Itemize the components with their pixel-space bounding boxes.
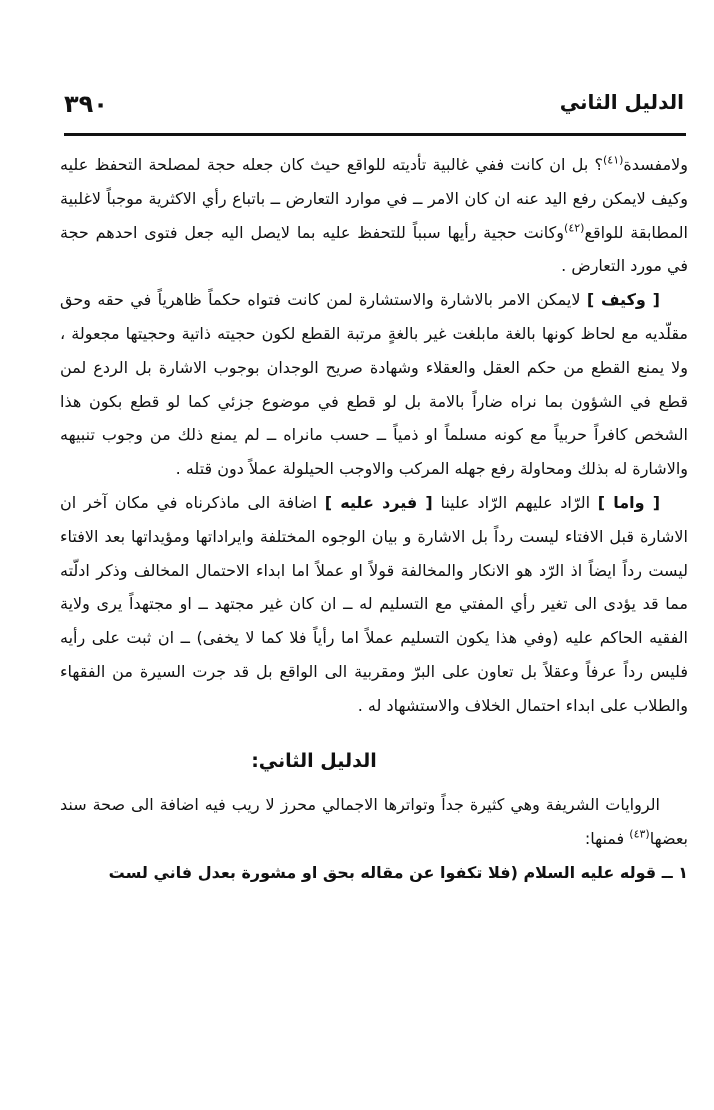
p3-lead-2: [ فيرد عليه ] — [324, 492, 433, 512]
p1-text-c: وكانت حجية رأيها سبباً للتحفظ عليه بما لايصل اليه جعل فتوى احدهم حجة في مورد التعارض . — [60, 222, 688, 276]
paragraph-2 — [60, 283, 688, 486]
paragraph-4 — [60, 788, 688, 856]
header-divider — [64, 133, 686, 136]
page-number: ٣٩٠ — [64, 90, 108, 118]
p2-lead: [ وكيف ] — [586, 290, 660, 310]
p2-text: لايمكن الامر بالاشارة والاستشارة لمن كانت فتواه حكماً ظاهرياً في حقه وحق مقلّديه مع لحاظ كونها بالغة مابلغت غير بالغةٍ مرتبة القطع لكون حجيته ذاتية وحجيتها مجعولة ، ولا يمنع القطع من حكم العقل والعقلاء وشهادة صريح الوجدان بوجوب الاشارة بل الردع لمن قطع في الشؤون بما نراه ضاراً بالامة بل لو قطع في موضوع جزئي كما لو قطع بكون هذا الشخص كافراً حربياً مع كونه مسلماً او ذمياً ــ حسب مانراه ــ لم يمنع ذلك من وجوب تنبيهه والاشارة له بذلك ومحاولة رفع جهله المركب والاوجب الحيلولة عملاً دون قتله . — [60, 290, 688, 479]
footnote-ref-43: (٤٣) — [629, 827, 650, 841]
running-title: الدليل الثاني — [559, 90, 684, 114]
body-text — [60, 148, 688, 890]
p1-text-b: ؟ بل ان كانت ففي غالبية تأديته للواقع حيث كان جعله حجة لمصلحة التحفظ عليه وكيف لايمكن رفع اليد عنه ان كان الامر ــ في موارد التعارض ــ باتباع رأي الاكثرية موجباً لاغلبية المطابقة للواقع — [60, 155, 688, 242]
page-header — [64, 88, 684, 128]
p3-text-b: اضافة الى ماذكرناه في مكان آخر ان الاشارة قبل الافتاء ليست رداً بل الاشارة و بيان الوجوه المختلفة وايراداتها ومؤيداتها بعد الافتاء ليست رداً ايضاً اذ الرّد هو الانكار والمخالفة قولاً او عملاً اما ابداء الاحتمال المخالف وذكر ادلّته مما قد يؤدى الى تغير رأي المفتي مع التسليم له ــ ان كان غير مجتهد ــ او مجتهداً يرى ولاية الفقيه الحاكم عليه (وفي هذا يكون التسليم عملاً اما رأياً فلا كما لا يخفى) ــ ان ثبت على رأيه فليس رداً عرفاً وعقلاً بل تعاون على البرّ ومقربية الى الواقع بل قد جرت السيرة من الفقهاء والطلاب على ابداء احتمال الخلاف والاستشهاد له . — [60, 492, 688, 715]
section-heading: الدليل الثاني: — [251, 749, 377, 772]
p1-text-a: ولامفسدة — [623, 155, 688, 174]
p3-text-a: الرّاد عليهم الرّاد علينا — [440, 492, 591, 512]
footnote-ref-41: (٤١) — [603, 153, 624, 167]
p4-text-b: فمنها: — [584, 829, 625, 849]
paragraph-3 — [60, 486, 688, 723]
p3-lead: [ واما ] — [597, 492, 661, 512]
list-item-1: ١ ــ قوله عليه السلام (فلا تكفوا عن مقاله بحق او مشورة بعدل فاني لست — [108, 862, 688, 882]
footnote-ref-42: (٤٢) — [564, 221, 585, 235]
paragraph-1 — [60, 148, 688, 283]
p4-text-a: الروايات الشريفة وهي كثيرة جداً وتواترها الاجمالي محرز لا ريب فيه اضافة الى صحة سند بعضها — [60, 795, 688, 849]
